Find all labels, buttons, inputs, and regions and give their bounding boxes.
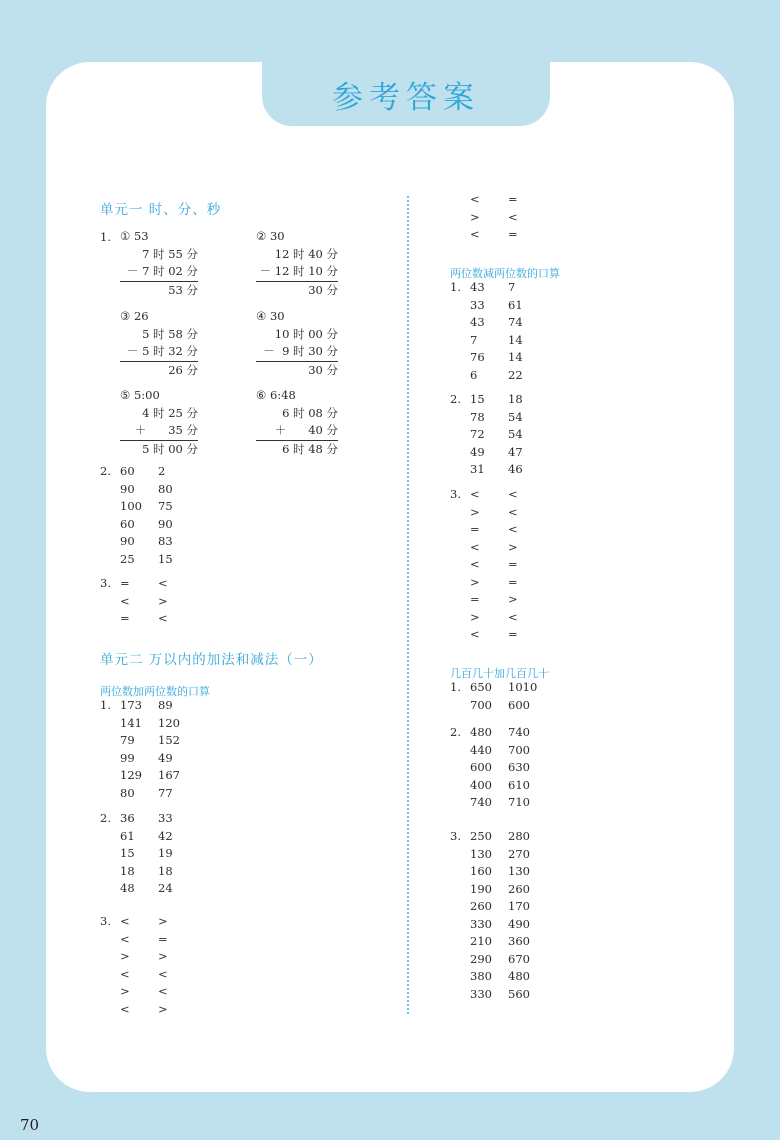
- unit1-q1-label: 1.: [100, 230, 111, 244]
- calc-1: [120, 228, 198, 299]
- calc-2: [256, 228, 338, 299]
- calc-mark: ④ 30: [256, 309, 285, 323]
- calc-result: 30 分: [256, 281, 338, 300]
- column-divider: [407, 196, 409, 1014]
- calc-line2: － 9 时 30 分: [263, 344, 338, 358]
- calc-result: 26 分: [120, 361, 198, 380]
- calc-3: [120, 308, 198, 379]
- q-label: 3.: [100, 576, 111, 590]
- calc-4: [256, 308, 338, 379]
- right-s3-q3: 3. 250 280 130 270 160 130 190 260 260 170 330 490 210 360 290 670 380 480 330 560: [450, 829, 530, 1001]
- calc-line1: 4 时 25 分: [142, 405, 198, 420]
- calc-mark: ⑥ 6:48: [256, 388, 296, 402]
- calc-line2: ＋ 40 分: [274, 423, 338, 437]
- calc-line1: 6 时 08 分: [282, 405, 338, 420]
- right-s2-q3: 3. < < > < = < < > < = > = = > > < < =: [450, 487, 518, 641]
- unit1-q3: 3. = < < > = <: [100, 576, 168, 625]
- calc-result: 5 时 00 分: [120, 440, 198, 459]
- unit2-heading: 单元二 万以内的加法和减法（一）: [100, 652, 323, 668]
- calc-line1: 5 时 58 分: [142, 326, 198, 341]
- calc-line2: ＋ 35 分: [134, 423, 198, 437]
- page-number: 70: [20, 1116, 40, 1134]
- calc-result: 6 时 48 分: [256, 440, 338, 459]
- calc-line1: 12 时 40 分: [274, 246, 338, 261]
- unit2-q1: 1. 173 89 141 120 79 152 99 49 129 167 80 77: [100, 698, 180, 800]
- right-s3-q1: 1. 650 1010 700 600: [450, 680, 538, 712]
- calc-line1: 10 时 00 分: [274, 326, 338, 341]
- unit2-q3: 3. < > < = > > < < > < < >: [100, 914, 168, 1016]
- calc-6: [256, 387, 338, 458]
- page-title: 参考答案: [332, 80, 480, 116]
- calc-result: 30 分: [256, 361, 338, 380]
- right-top-answers: < = > < < =: [470, 192, 518, 241]
- calc-5: [120, 387, 198, 458]
- right-sub3: 几百几十加几百几十: [450, 667, 549, 680]
- calc-line2: － 12 时 10 分: [259, 264, 338, 278]
- calc-mark: ② 30: [256, 229, 285, 243]
- right-s3-q2: 2. 480 740 440 700 600 630 400 610 740 710: [450, 725, 530, 809]
- unit1-q2: 2. 60 2 90 80 100 75 60 90 90 83 25 15: [100, 464, 173, 566]
- right-sub2: 两位数减两位数的口算: [450, 267, 560, 280]
- calc-line1: 7 时 55 分: [142, 246, 198, 261]
- unit2-sub1: 两位数加两位数的口算: [100, 685, 210, 698]
- unit2-q2: 2. 36 33 61 42 15 19 18 18 48 24: [100, 811, 173, 895]
- calc-mark: ⑤ 5:00: [120, 388, 160, 402]
- calc-mark: ③ 26: [120, 309, 149, 323]
- calc-result: 53 分: [120, 281, 198, 300]
- calc-line2: － 5 时 32 分: [126, 344, 198, 358]
- calc-line2: － 7 时 02 分: [126, 264, 198, 278]
- q-label: 2.: [100, 464, 111, 478]
- right-s2-q1: 1. 43 7 33 61 43 74 7 14 76 14 6 22: [450, 280, 523, 382]
- calc-mark: ① 53: [120, 229, 149, 243]
- right-s2-q2: 2. 15 18 78 54 72 54 49 47 31 46: [450, 392, 523, 476]
- unit1-heading: 单元一 时、分、秒: [100, 202, 222, 218]
